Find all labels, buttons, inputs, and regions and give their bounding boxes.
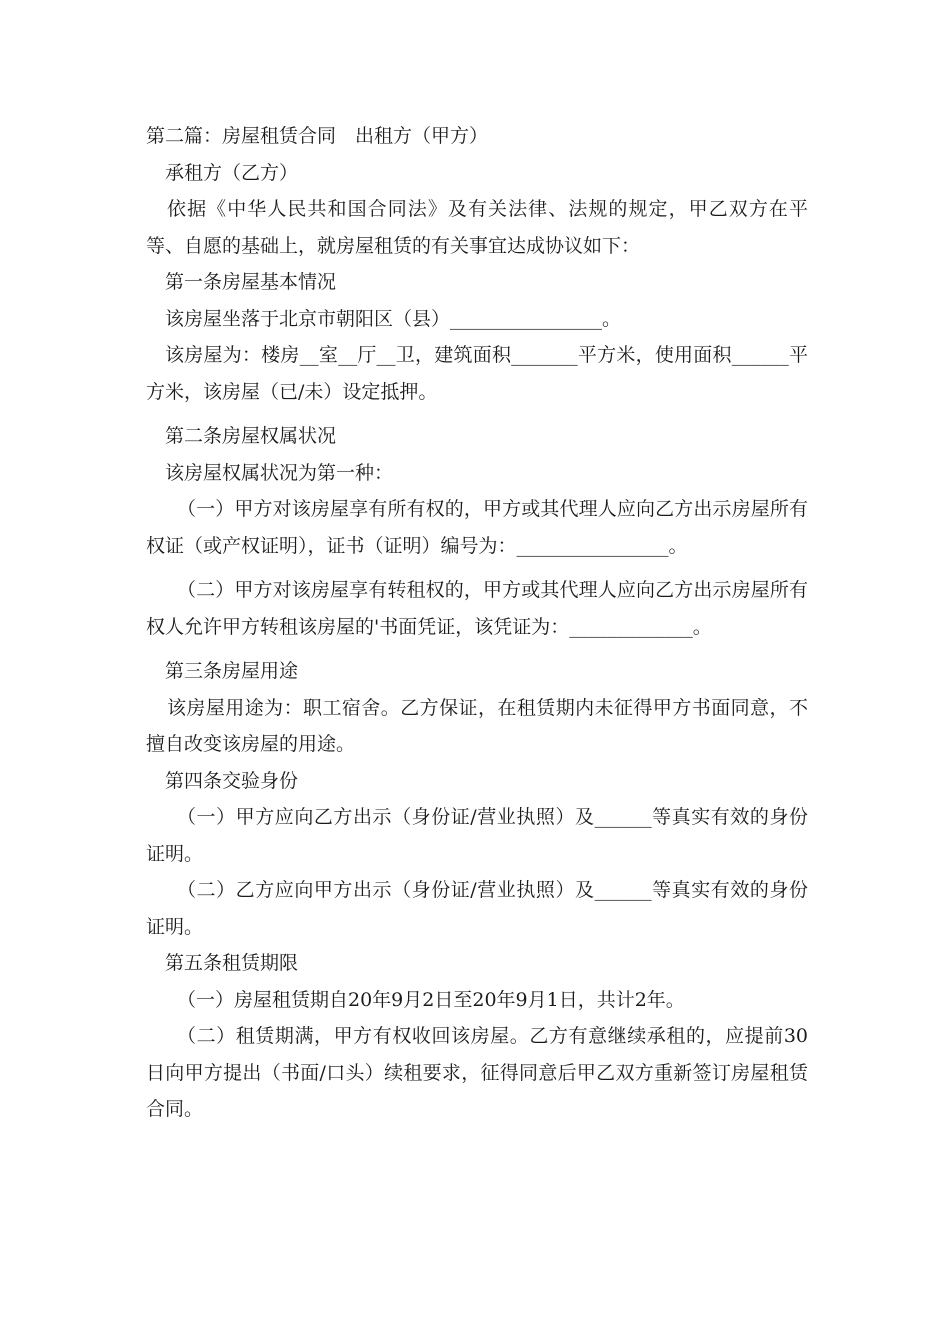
article-5-item-1: （一）房屋租赁期自20年9月2日至20年9月1日，共计2年。 <box>177 988 685 1011</box>
lessee-line: 承租方（乙方） <box>165 161 299 184</box>
article-3-heading: 第三条房屋用途 <box>165 660 299 682</box>
article-5-item-2: （二）租赁期满，甲方有权收回该房屋。乙方有意继续承租的，应提前30日向甲方提出（书面/口头）续租要求，征得同意后甲乙双方重新签订房屋租赁合同。 <box>146 1025 808 1120</box>
article-4-item-2: （二）乙方应向甲方出示（身份证/营业执照）及______等真实有效的身份证明。 <box>146 879 808 938</box>
article-3-body: 该房屋用途为：职工宿舍。乙方保证，在租赁期内未征得甲方书面同意，不擅自改变该房屋的用途。 <box>146 696 808 755</box>
article-2-intro: 该房屋权属状况为第一种： <box>165 461 394 484</box>
article-4-item-1: （一）甲方应向乙方出示（身份证/营业执照）及______等真实有效的身份证明。 <box>146 806 808 865</box>
article-2-item-1: （一）甲方对该房屋享有所有权的，甲方或其代理人应向乙方出示房屋所有权证（或产权证明），证书（证明）编号为：________________。 <box>146 498 808 557</box>
article-5-heading: 第五条租赁期限 <box>165 952 299 974</box>
article-4-heading: 第四条交验身份 <box>165 769 299 792</box>
article-1-location: 该房屋坐落于北京市朝阳区（县）________________。 <box>165 307 622 330</box>
document-page <box>146 118 808 1128</box>
article-2-heading: 第二条房屋权属状况 <box>165 425 337 447</box>
article-1-details: 该房屋为：楼房__室__厅__卫，建筑面积_______平方米，使用面积______平方米，该房屋（已/未）设定抵押。 <box>146 344 808 403</box>
preamble-paragraph: 依据《中华人民共和国合同法》及有关法律、法规的规定，甲乙双方在平等、自愿的基础上，就房屋租赁的有关事宜达成协议如下： <box>146 198 808 257</box>
article-2-item-2: （二）甲方对该房屋享有转租权的，甲方或其代理人应向乙方出示房屋所有权人允许甲方转租该房屋的'书面凭证，该凭证为：_____________。 <box>146 579 808 638</box>
article-1-heading: 第一条房屋基本情况 <box>165 271 337 293</box>
document-title: 第二篇：房屋租赁合同 出租方（甲方） <box>146 125 489 147</box>
